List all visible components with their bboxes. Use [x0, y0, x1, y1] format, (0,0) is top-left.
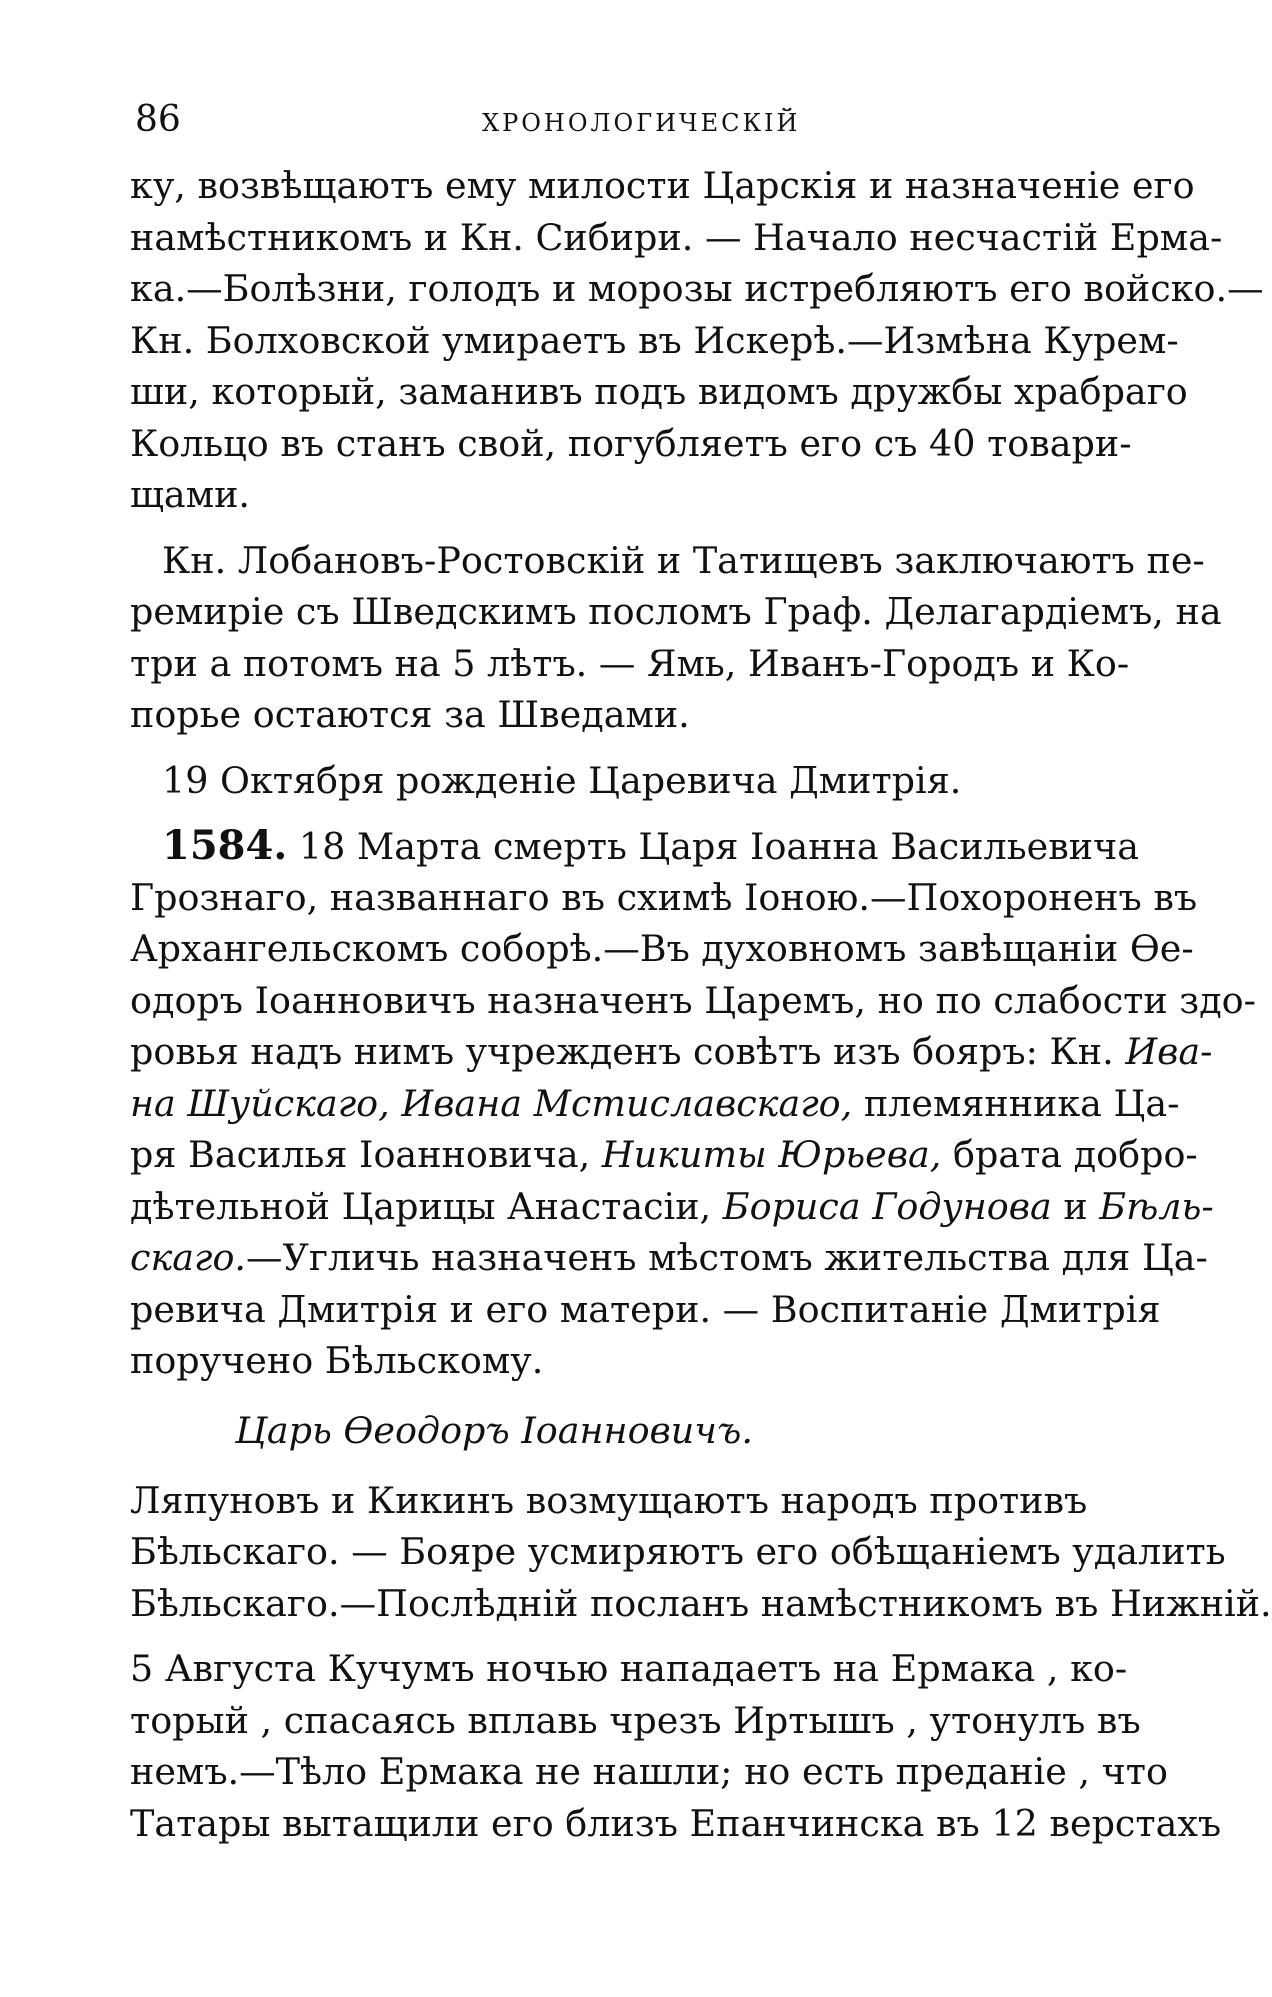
paragraph-4: [130, 820, 1256, 1387]
text-line: намѣстникомъ и Кн. Сибири. — Начало несчастій Ерма-: [130, 215, 1223, 259]
text-line: Татары вытащили его близъ Епанчинска въ 12 верстахъ: [130, 1801, 1222, 1845]
body-text: [130, 160, 1272, 1849]
paragraph-5: [130, 1475, 1272, 1630]
paragraph-2: [130, 535, 1222, 741]
text-line: немъ.—Тѣло Ермака не нашли; но есть преданіе , что: [130, 1750, 1168, 1793]
text-line: Бѣльскаго.—Послѣдній посланъ намѣстникомъ въ Нижній.: [130, 1581, 1272, 1625]
paragraph-1: [130, 160, 1264, 521]
italic-name: скаго.: [130, 1236, 247, 1279]
text-line: торый , спасаясь вплавь чрезъ Иртышъ , утонулъ въ: [130, 1698, 1141, 1742]
text-line: Грознаго, названнаго въ схимѣ Іоною.—Похороненъ въ: [130, 875, 1198, 919]
text-line: одоръ Іоанновичъ назначенъ Царемъ, но по слабости здо-: [130, 978, 1256, 1022]
text-line: [130, 1078, 1180, 1130]
year-1584: 1584.: [162, 822, 288, 869]
text-line: Кн. Болховской умираетъ въ Искерѣ.—Измѣна Курем-: [130, 318, 1179, 362]
text-span: и: [1051, 1184, 1100, 1228]
text-span: ря Василья Іоанновича,: [130, 1133, 602, 1176]
text-line: [130, 1181, 1214, 1233]
text-line: [130, 1232, 1208, 1284]
text-line: ремиріе съ Шведскимъ посломъ Граф. Делагардіемъ, на: [130, 590, 1222, 633]
text-line: ревича Дмитрія и его матери. — Воспитаніе Дмитрія: [130, 1287, 1161, 1331]
text-line: поручено Бѣльскому.: [130, 1339, 544, 1382]
paragraph-3: [130, 755, 1075, 807]
text-line: ка.—Болѣзни, голодъ и морозы истребляютъ его войско.—: [130, 267, 1264, 310]
text-line: ку, возвѣщаютъ ему милости Царскія и назначеніе его: [130, 164, 1195, 207]
text-span: —Угличь назначенъ мѣстомъ жительства для Ца-: [246, 1236, 1208, 1279]
text-span: дѣтельной Царицы Анастасіи,: [130, 1184, 723, 1228]
text-line: ши, который, заманивъ подъ видомъ дружбы храбраго: [130, 370, 1188, 413]
page-header: [0, 100, 1140, 150]
text-line: Ляпуновъ и Кикинъ возмущаютъ народъ противъ: [130, 1478, 1088, 1522]
text-line: [130, 1026, 1213, 1078]
italic-name: Никиты Юрьева,: [601, 1133, 942, 1176]
text-line: Кольцо въ станъ свой, погубляетъ его съ 40 товари-: [130, 421, 1132, 465]
text-line: Кн. Лобановъ-Ростовскій и Татищевъ заключаютъ пе-: [162, 538, 1205, 582]
text-span: 18 Марта смерть Царя Іоанна Васильевича: [287, 825, 1139, 868]
paragraph-6: [130, 1643, 1222, 1849]
text-line: [130, 820, 1139, 872]
text-line: Архангельскомъ соборѣ.—Въ духовномъ завѣщаніи Ѳе-: [130, 927, 1194, 970]
italic-name: на Шуйскаго, Ивана Мстиславскаго,: [130, 1081, 853, 1125]
section-heading: Царь Ѳеодоръ Іоанновичъ.: [235, 1408, 753, 1452]
italic-name: Бѣль-: [1099, 1184, 1214, 1228]
text-line: три а потомъ на 5 лѣтъ. — Ямь, Иванъ-Городъ и Ко-: [130, 641, 1130, 685]
text-line: 19 Октября рожденіе Царевича Дмитрія.: [162, 758, 962, 802]
text-line: щами.: [130, 473, 251, 516]
text-span: племянника Ца-: [852, 1081, 1180, 1125]
italic-name: Бориса Годунова: [722, 1184, 1052, 1228]
text-line: Бѣльскаго. — Бояре усмиряютъ его обѣщаніемъ удалить: [130, 1530, 1226, 1573]
text-line: 5 Августа Кучумъ ночью нападаетъ на Ермака , ко-: [130, 1647, 1128, 1690]
text-line: [130, 1129, 1198, 1181]
running-head: ХРОНОЛОГИЧЕСКІЙ: [482, 109, 801, 137]
italic-name: Ива-: [1125, 1030, 1213, 1073]
text-span: ровья надъ нимъ учрежденъ совѣтъ изъ бояръ: Кн.: [130, 1030, 1114, 1073]
page-number: 86: [135, 99, 181, 140]
text-line: порье остаются за Шведами.: [130, 693, 690, 736]
text-span: брата добро-: [941, 1133, 1198, 1176]
